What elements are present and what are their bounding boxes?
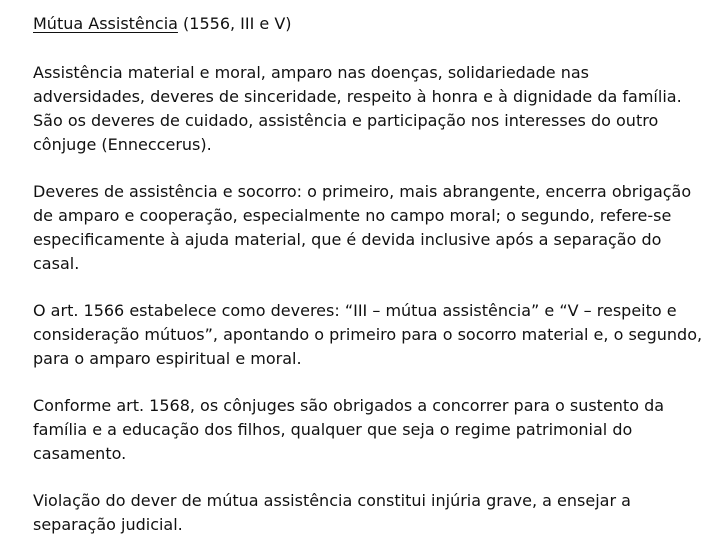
title-suffix: (1556, III e V): [177, 14, 292, 33]
title-main: Mútua Assistência: [33, 14, 178, 33]
slide-title: [33, 12, 703, 36]
paragraph-art-1566: O art. 1566 estabelece como deveres: “III – mútua assistência” e “V – respeito e consideração mútuos”, apontando o primeiro para o socorro material e, o segundo, para o amparo espiritual e moral.: [33, 301, 703, 368]
paragraph-assistencia-material-moral: Assistência material e moral, amparo nas doenças, solidariedade nas adversidades, deveres de sinceridade, respeito à honra e à dignidade da família. São os deveres de cuidado, assistência e participação nos interesses do outro cônjuge (Enneccerus).: [33, 63, 682, 154]
paragraph-art-1568: Conforme art. 1568, os cônjuges são obrigados a concorrer para o sustento da família e a educação dos filhos, qualquer que seja o regime patrimonial do casamento.: [33, 396, 665, 463]
paragraph-violacao-dever: Violação do dever de mútua assistência constitui injúria grave, a ensejar a separação judicial.: [33, 491, 631, 534]
paragraph-deveres-assistencia-socorro: Deveres de assistência e socorro: o primeiro, mais abrangente, encerra obrigação de amparo e cooperação, especialmente no campo moral; o segundo, refere-se especificamente à ajuda material, que é devida inclusive após a separação do casal.: [33, 182, 692, 273]
slide-content: [33, 12, 703, 560]
